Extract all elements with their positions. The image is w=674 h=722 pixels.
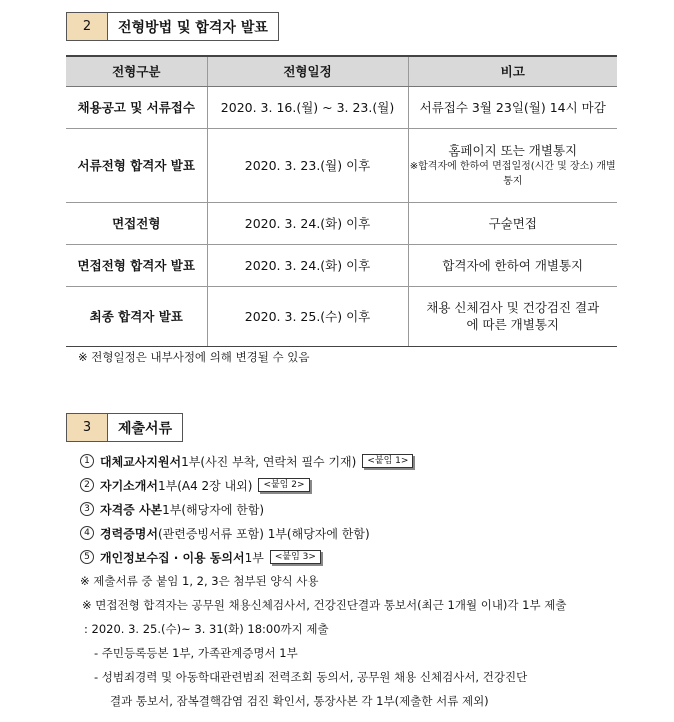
column-header: 비고 [408,56,617,86]
list-item [80,497,640,521]
remark-cell: 합격자에 한하여 개별통지 [408,244,617,286]
section-title: 전형방법 및 합격자 발표 [108,12,279,41]
list-item [80,521,640,545]
table-header-row [66,56,617,86]
remark-cell: 서류접수 3월 23일(월) 14시 마감 [408,86,617,128]
document-detail: 1부(사진 부착, 연락처 필수 기재) [181,454,357,469]
remark-cell [408,128,617,202]
item-number: 4 [80,526,94,540]
schedule-cell: 2020. 3. 23.(월) 이후 [207,128,408,202]
document-detail: 1부 [244,550,264,565]
schedule-table [66,55,617,347]
required-doc-line: 결과 통보서, 잠복결핵감염 검진 확인서, 통장사본 각 1부(제출한 서류 제외) [110,694,489,708]
attachment-tag: <붙임 2> [258,478,309,492]
list-item [80,545,640,569]
document-detail: (관련증빙서류 포함) 1부(해당자에 한함) [157,526,370,541]
attachment-tag: <붙임 1> [362,454,413,468]
document-name: 자격증 사본 [100,502,163,517]
schedule-note: ※ 전형일정은 내부사정에 의해 변경될 수 있음 [78,350,310,364]
remark-subtext: ※합격자에 한하여 면접일정(시간 및 장소) 개별통지 [409,160,616,187]
table-row [66,128,617,202]
list-item [80,473,640,497]
item-number: 2 [80,478,94,492]
section-2-header [66,12,279,41]
deadline-text: : 2020. 3. 25.(수)~ 3. 31(화) 18:00까지 제출 [84,622,329,636]
document-name: 개인정보수집 · 이용 동의서 [100,550,245,565]
column-header: 전형일정 [207,56,408,86]
item-number: 5 [80,550,94,564]
remark-cell: 채용 신체검사 및 건강검진 결과에 따른 개별통지 [408,286,617,346]
list-item [80,449,640,473]
remark-text: 홈페이지 또는 개별통지 [448,142,578,158]
section-3-header [66,413,183,442]
table-row [66,86,617,128]
required-doc-line: - 주민등록등본 1부, 가족관계증명서 1부 [94,646,298,660]
attachment-tag: <붙임 3> [270,550,321,564]
document-detail: 1부(해당자에 한함) [162,502,265,517]
table-row [66,202,617,244]
document-name: 대체교사지원서 [100,454,182,469]
category-cell: 최종 합격자 발표 [66,286,207,346]
documents-list [80,449,640,713]
schedule-cell: 2020. 3. 24.(화) 이후 [207,202,408,244]
item-number: 3 [80,502,94,516]
required-doc-line: - 성범죄경력 및 아동학대관련범죄 전력조회 동의서, 공무원 채용 신체검사서, 건강진단 [94,670,528,684]
document-detail: 1부(A4 2장 내외) [157,478,253,493]
item-number: 1 [80,454,94,468]
column-header: 전형구분 [66,56,207,86]
document-name: 자기소개서 [100,478,158,493]
category-cell: 서류전형 합격자 발표 [66,128,207,202]
table-row [66,244,617,286]
documents-note: ※ 면접전형 합격자는 공무원 채용신체검사서, 건강진단결과 통보서(최근 1개월 이내)각 1부 제출 [82,598,567,612]
schedule-cell: 2020. 3. 25.(수) 이후 [207,286,408,346]
section-title: 제출서류 [108,413,183,442]
category-cell: 면접전형 [66,202,207,244]
remark-cell: 구술면접 [408,202,617,244]
category-cell: 면접전형 합격자 발표 [66,244,207,286]
section-number: 2 [66,12,108,41]
document-name: 경력증명서 [100,526,158,541]
documents-note: ※ 제출서류 중 붙임 1, 2, 3은 첨부된 양식 사용 [80,574,319,588]
schedule-cell: 2020. 3. 16.(월) ~ 3. 23.(월) [207,86,408,128]
category-cell: 채용공고 및 서류접수 [66,86,207,128]
section-number: 3 [66,413,108,442]
schedule-cell: 2020. 3. 24.(화) 이후 [207,244,408,286]
table-row [66,286,617,346]
